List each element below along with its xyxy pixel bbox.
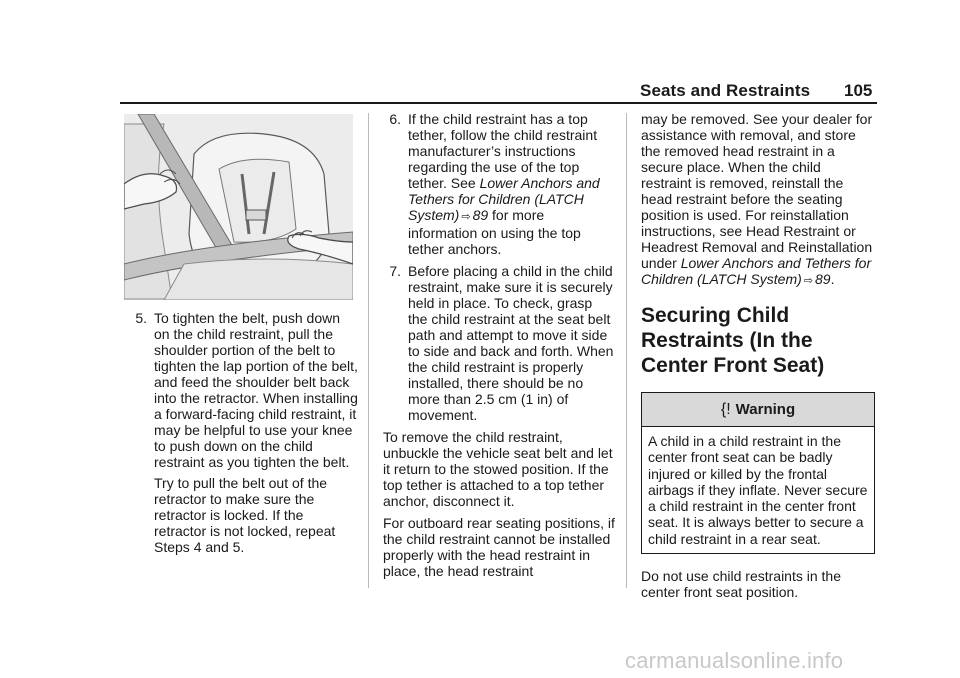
xref-page-number[interactable]: 89 xyxy=(472,207,489,223)
xref-page-number[interactable]: 89 xyxy=(815,271,831,287)
warning-header xyxy=(642,393,874,427)
page-section-title: Seats and Restraints xyxy=(640,81,811,100)
watermark: carmanualsonline.info xyxy=(625,648,844,673)
step-6 xyxy=(383,111,615,257)
column-divider-1 xyxy=(368,113,369,588)
step-text: Before placing a child in the child restraint, make sure it is securely held in place. To check, grasp the child restraint at the seat belt path and attempt to move it side to side and back and forth. When the child restraint is properly installed, there should be no more than 2.5 cm (1 in) of movement. xyxy=(408,263,614,423)
para-end: . xyxy=(830,271,835,287)
step-number: 5. xyxy=(135,310,147,326)
para-text: may be removed. See your dealer for assistance with removal, and store the removed head restraint in a secure place. When the child restraint is removed, reinstall the head restraint before the seating position is used. For reinstallation instructions, see Head Restraint or Headrest Removal and Reinstallation under xyxy=(641,111,873,271)
paragraph: For outboard rear seating positions, if the child restraint cannot be installed properly with the head restraint in place, the head restraint xyxy=(383,515,615,579)
paragraph: To remove the child restraint, unbuckle the vehicle seat belt and let it return to the stowed position. If the top tether is attached to a top tether anchor, disconnect it. xyxy=(383,429,613,509)
header-rule xyxy=(120,102,877,104)
paragraph: Do not use child restraints in the center front seat position. xyxy=(641,568,841,601)
step-7 xyxy=(383,263,615,423)
column-divider-2 xyxy=(626,113,627,588)
step-6-text-before: If the child restraint has a top tether, follow the child restraint manufacturer’s instructions regarding the use of the top tether. See xyxy=(408,111,598,191)
step-text xyxy=(408,111,615,257)
step-5 xyxy=(129,310,359,470)
column-1 xyxy=(129,310,359,555)
warning-box xyxy=(641,392,875,554)
page-number: 105 xyxy=(844,81,873,100)
column-3 xyxy=(641,111,875,600)
step-number: 7. xyxy=(389,263,401,279)
step-number: 6. xyxy=(389,111,401,127)
page-ref-arrow-icon: ⇨ xyxy=(461,211,471,223)
warning-icon: {! xyxy=(720,400,731,418)
page-ref-arrow-icon: ⇨ xyxy=(803,275,813,287)
child-restraint-illustration xyxy=(124,114,353,300)
xref-latch-link[interactable]: Lower Anchors and Tethers for Children (LATCH System) xyxy=(641,255,872,287)
section-heading: Securing Child Restraints (In the Center Front Seat) xyxy=(641,304,825,377)
step-5-followup: Try to pull the belt out of the retractor to make sure the retractor is locked. If the retractor is not locked, repeat Steps 4 and 5. xyxy=(154,475,336,555)
warning-label: Warning xyxy=(735,400,796,418)
warning-text: A child in a child restraint in the center front seat can be badly injured or killed by the frontal airbags if they inflate. Never secure a child restraint in the center front seat. It is always better to secure a child restraint in a rear seat. xyxy=(648,433,868,547)
xref-latch-link[interactable]: Lower Anchors and Tethers for Children (LATCH System) xyxy=(408,175,600,223)
step-6-text-after: for more information on using the top tether anchors. xyxy=(408,207,581,257)
paragraph-continued xyxy=(641,111,875,289)
column-2 xyxy=(383,111,615,579)
step-text: To tighten the belt, push down on the child restraint, pull the shoulder portion of the belt to tighten the lap portion of the belt, and feed the shoulder belt back into the retractor. When installing a forward-facing child restraint, it may be helpful to use your knee to push down on the child restraint as you tighten the belt. xyxy=(154,310,358,470)
